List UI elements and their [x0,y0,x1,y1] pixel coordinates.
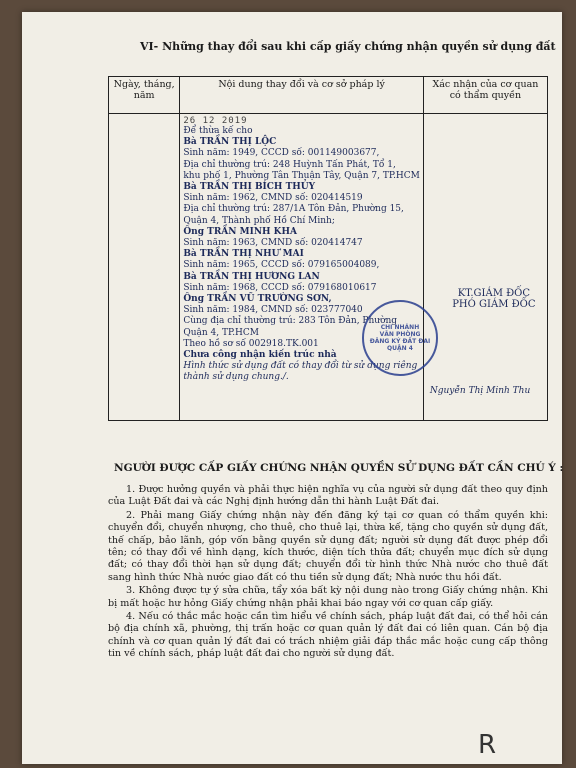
change-history-table [108,76,548,421]
seal-line1: CHI NHÁNH [380,324,420,331]
table-header-row [109,77,548,114]
seal-line2: VĂN PHÒNG [379,331,421,338]
seal-line3: ĐĂNG KÝ ĐẤT ĐAI [369,338,431,345]
seal-line4: QUẬN 4 [387,345,413,352]
content-line: Hình thức sử dụng đất có thay đổi từ sử dụng riêng [183,361,418,372]
table-row [109,114,548,421]
signer-title-line1: KT.GIÁM ĐỐC [457,288,531,299]
content-cell [180,114,424,421]
content-line: Sinh năm: 1962, CMND số: 020414519 [183,193,363,204]
notice-title: NGƯỜI ĐƯỢC CẤP GIẤY CHỨNG NHẬN QUYỀN SỬ DỤNG ĐẤT CẦN CHÚ Ý : [114,462,564,474]
content-line: thành sử dụng chung./. [183,372,289,383]
content-line: Sinh năm: 1968, CCCD số: 079168010617 [183,282,377,293]
content-line: Sinh năm: 1949, CCCD số: 001149003677, [183,148,380,159]
confirmation-cell [423,114,547,421]
content-line: Theo hồ sơ số 002918.TK.001 [183,338,319,349]
notice-item-4: 4. Nếu có thắc mắc hoặc cần tìm hiểu về chính sách, pháp luật đất đai, có thể hỏi cán bộ địa chính xã, phường, thị trấn hoặc cơ quan quản lý đất đai có liên quan. Cán bộ địa chính và cơ quan quản lý đất đai có trách nhiệm giải đáp thắc mắc hoặc cung cấp thông tin về chính sách, pháp luật đất đai cho người sử dụng đất. [108,611,548,660]
section-title: VI- Những thay đổi sau khi cấp giấy chứng nhận quyền sử dụng đất [140,40,556,53]
content-line: Sinh năm: 1965, CCCD số: 079165004089, [183,260,380,271]
date-cell [109,114,180,421]
notice-item-2: 2. Phải mang Giấy chứng nhận này đến đăng ký tại cơ quan có thẩm quyền khi: chuyển đổi, chuyển nhượng, cho thuê, cho thuê lại, thừa kế, tặng cho quyền sử dụng đất, thế chấp, bảo lãnh, góp vốn bằng quyền sử dụng đất; người sử dụng đất được phép đổi tên; có thay đổi về hình dạng, kích thước, diện tích thửa đất; chuyển mục đích sử dụng đất; có thay đổi thời hạn sử dụng đất; chuyển đổi từ hình thức Nhà nước cho thuê đất sang hình thức Nhà nước giao đất có thu tiền sử dụng đất; Nhà nước thu hồi đất. [108,509,548,583]
header-confirmation: Xác nhận của cơ quan có thẩm quyền [423,77,547,114]
content-line: Sinh năm: 1984, CMND số: 023777040 [183,305,363,316]
header-date: Ngày, tháng, năm [109,77,180,114]
content-line: Địa chỉ thường trú: 287/1A Tôn Đản, Phường 15, [183,204,404,215]
content-line: Ông TRẦN MINH KHA [183,226,297,237]
notice-body [108,484,548,662]
notice-item-1: 1. Được hưởng quyền và phải thực hiện nghĩa vụ của người sử dụng đất theo quy định của Luật Đất đai và các Nghị định hướng dẫn thi hành Luật Đất đai. [108,484,548,508]
content-line: Để thừa kế cho [183,126,253,136]
content-line: Sinh năm: 1963, CMND số: 020414747 [183,238,363,249]
content-line: Cùng địa chỉ thường trú: 283 Tôn Đản, Phường [183,316,398,327]
content-line: Bà TRẦN THỊ NHƯ MAI [183,249,304,260]
content-line: Ông TRẦN VŨ TRƯỜNG SƠN, [183,294,332,305]
content-line: Chưa công nhận kiến trúc nhà [183,350,337,361]
content-line: Quận 4, Thành phố Hồ Chí Minh; [183,215,335,226]
date-stamp: 26 12 2019 [183,116,248,126]
official-seal [362,300,438,376]
notice-item-3: 3. Không được tự ý sửa chữa, tẩy xóa bất kỳ nội dung nào trong Giấy chứng nhận. Khi bị mất hoặc hư hỏng Giấy chứng nhận phải khai báo ngay với cơ quan cấp giấy. [108,585,548,609]
content-line: Địa chỉ thường trú: 248 Huỳnh Tấn Phát, Tổ 1, [183,159,396,170]
signer-name: Nguyễn Thị Minh Thu [429,386,531,396]
corner-mark: R [478,730,497,760]
header-content: Nội dung thay đổi và cơ sở pháp lý [180,77,424,114]
content-line: Bà TRẦN THỊ HƯƠNG LAN [183,271,320,282]
signer-title-line2: PHÓ GIÁM ĐỐC [452,299,536,310]
content-line: Bà TRẦN THỊ BÍCH THỦY [183,182,316,193]
content-line: khu phố 1, Phường Tân Thuận Tây, Quận 7, TP.HCM [183,170,420,181]
content-line: Bà TRẦN THỊ LỘC [183,137,277,148]
content-line: Quận 4, TP.HCM [183,327,260,338]
signer-title [434,288,554,310]
